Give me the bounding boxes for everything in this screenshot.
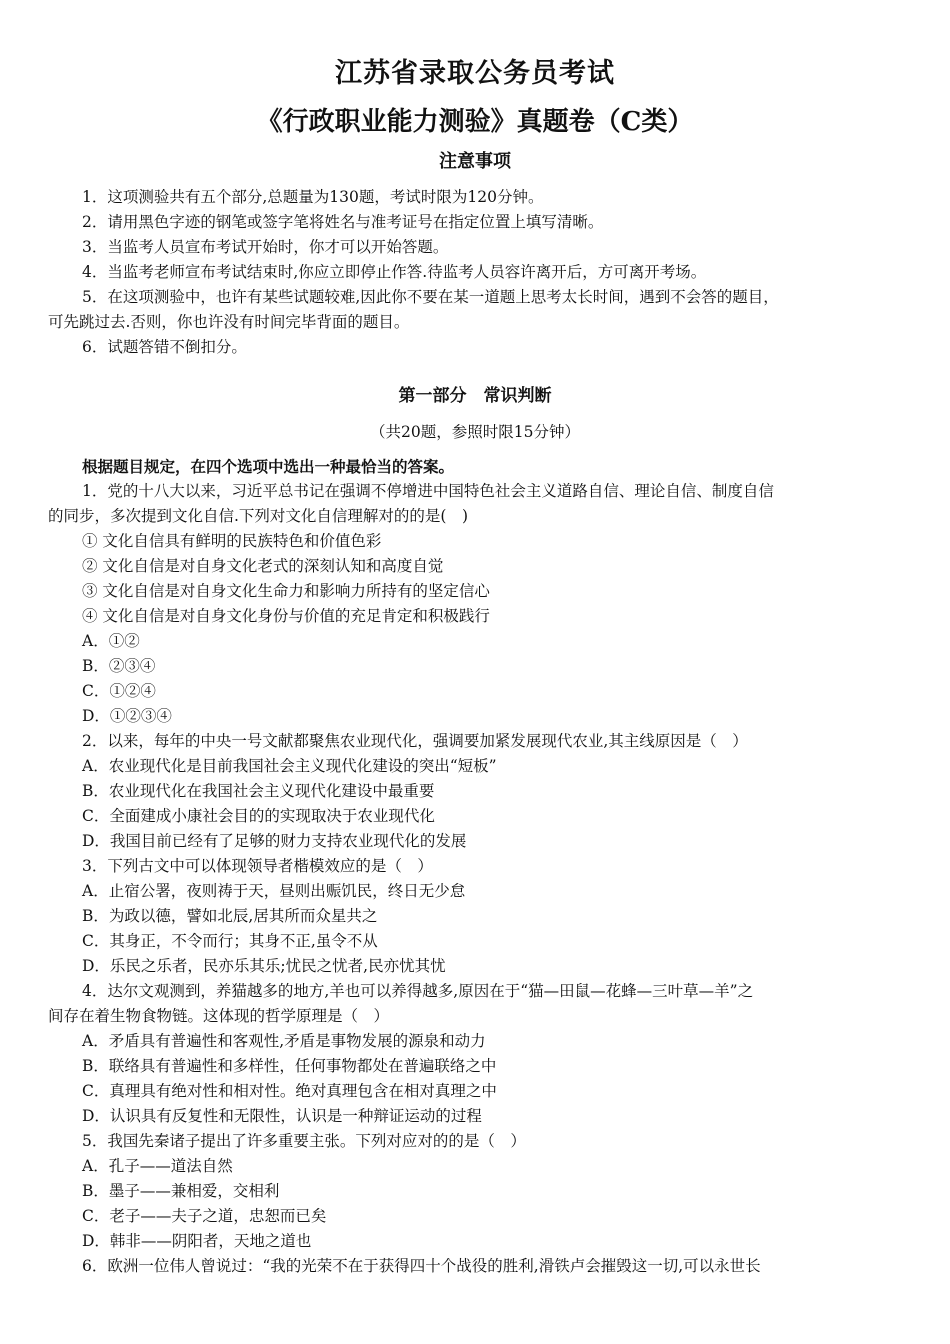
answer-option: B．②③④ <box>82 657 156 675</box>
question-text: 5．我国先秦诸子提出了许多重要主张。下列对应对的的是（ ） <box>82 1132 526 1150</box>
answer-option: C．老子——夫子之道，忠恕而已矣 <box>82 1207 327 1225</box>
answer-option: C．①②④ <box>82 682 156 700</box>
notice-item: 5．在这项测验中，也许有某些试题较难,因此你不要在某一道题上思考太长时间，遇到不会答的题目， <box>82 288 779 306</box>
answer-option: A．农业现代化是目前我国社会主义现代化建设的突出“短板” <box>82 757 497 775</box>
section-subheading: （共20题，参照时限15分钟） <box>370 423 580 441</box>
answer-option: B．为政以德，譬如北辰,居其所而众星共之 <box>82 907 378 925</box>
answer-option: A．孔子——道法自然 <box>82 1157 233 1175</box>
notice-item: 3．当监考人员宣布考试开始时，你才可以开始答题。 <box>82 238 449 256</box>
notice-item-continued: 可先跳过去.否则，你也许没有时间完毕背面的题目。 <box>48 313 410 331</box>
question-text: 1．党的十八大以来，习近平总书记在强调不停增进中国特色社会主义道路自信、理论自信、制度自信 <box>82 482 774 500</box>
statement-item: ① 文化自信具有鲜明的民族特色和价值色彩 <box>82 532 382 550</box>
answer-option: D．认识具有反复性和无限性，认识是一种辩证运动的过程 <box>82 1107 482 1125</box>
statement-item: ④ 文化自信是对自身文化身份与价值的充足肯定和积极践行 <box>82 607 490 625</box>
document-subtitle: 《行政职业能力测验》真题卷（C类） <box>256 107 694 137</box>
section-instruction: 根据题目规定，在四个选项中选出一种最恰当的答案。 <box>82 457 455 476</box>
answer-option: C．全面建成小康社会目的的实现取决于农业现代化 <box>82 807 435 825</box>
notice-item: 6．试题答错不倒扣分。 <box>82 338 247 356</box>
answer-option: A．矛盾具有普遍性和客观性,矛盾是事物发展的源泉和动力 <box>82 1032 486 1050</box>
answer-option: D．乐民之乐者，民亦乐其乐;忧民之忧者,民亦忧其忧 <box>82 957 446 975</box>
question-text: 4．达尔文观测到，养猫越多的地方,羊也可以养得越多,原因在于“猫—田鼠—花蜂—三叶草—羊”之 <box>82 982 754 1000</box>
notice-item: 2．请用黑色字迹的钢笔或签字笔将姓名与准考证号在指定位置上填写清晰。 <box>82 213 604 231</box>
notice-heading: 注意事项 <box>439 151 511 172</box>
answer-option: C．其身正，不令而行；其身不正,虽令不从 <box>82 932 378 950</box>
answer-option: B．联络具有普遍性和多样性，任何事物都处在普遍联络之中 <box>82 1057 497 1075</box>
answer-option: D．韩非——阴阳者，天地之道也 <box>82 1232 312 1250</box>
statement-item: ③ 文化自信是对自身文化生命力和影响力所持有的坚定信心 <box>82 582 490 600</box>
question-text: 6．欧洲一位伟人曾说过：“我的光荣不在于获得四十个战役的胜利,滑铁卢会摧毁这一切,可以永世长 <box>82 1257 761 1275</box>
notice-item: 4．当监考老师宣布考试结束时,你应立即停止作答.待监考人员容许离开后，方可离开考场。 <box>82 263 707 281</box>
question-text-continued: 的同步，多次提到文化自信.下列对文化自信理解对的的是( ) <box>48 507 469 525</box>
answer-option: C．真理具有绝对性和相对性。绝对真理包含在相对真理之中 <box>82 1082 497 1100</box>
notice-item: 1．这项测验共有五个部分,总题量为130题，考试时限为120分钟。 <box>82 188 544 206</box>
section-heading: 第一部分 常识判断 <box>398 386 552 406</box>
question-list <box>48 454 908 1279</box>
question-text: 2．以来，每年的中央一号文献都聚焦农业现代化，强调要加紧发展现代农业,其主线原因是（ ） <box>82 732 748 750</box>
answer-option: B．墨子——兼相爱，交相利 <box>82 1182 280 1200</box>
answer-option: B．农业现代化在我国社会主义现代化建设中最重要 <box>82 782 435 800</box>
question-text: 3．下列古文中可以体现领导者楷模效应的是（ ） <box>82 857 433 875</box>
answer-option: A．止宿公署，夜则祷于天，昼则出赈饥民，终日无少怠 <box>82 882 466 900</box>
answer-option: D．我国目前已经有了足够的财力支持农业现代化的发展 <box>82 832 467 850</box>
question-text-continued: 间存在着生物食物链。这体现的哲学原理是（ ） <box>48 1007 390 1025</box>
statement-item: ② 文化自信是对自身文化老式的深刻认知和高度自觉 <box>82 557 444 575</box>
answer-option: A．①② <box>82 632 140 650</box>
answer-option: D．①②③④ <box>82 707 172 725</box>
notice-list <box>48 185 908 360</box>
document-title: 江苏省录取公务员考试 <box>335 58 615 89</box>
